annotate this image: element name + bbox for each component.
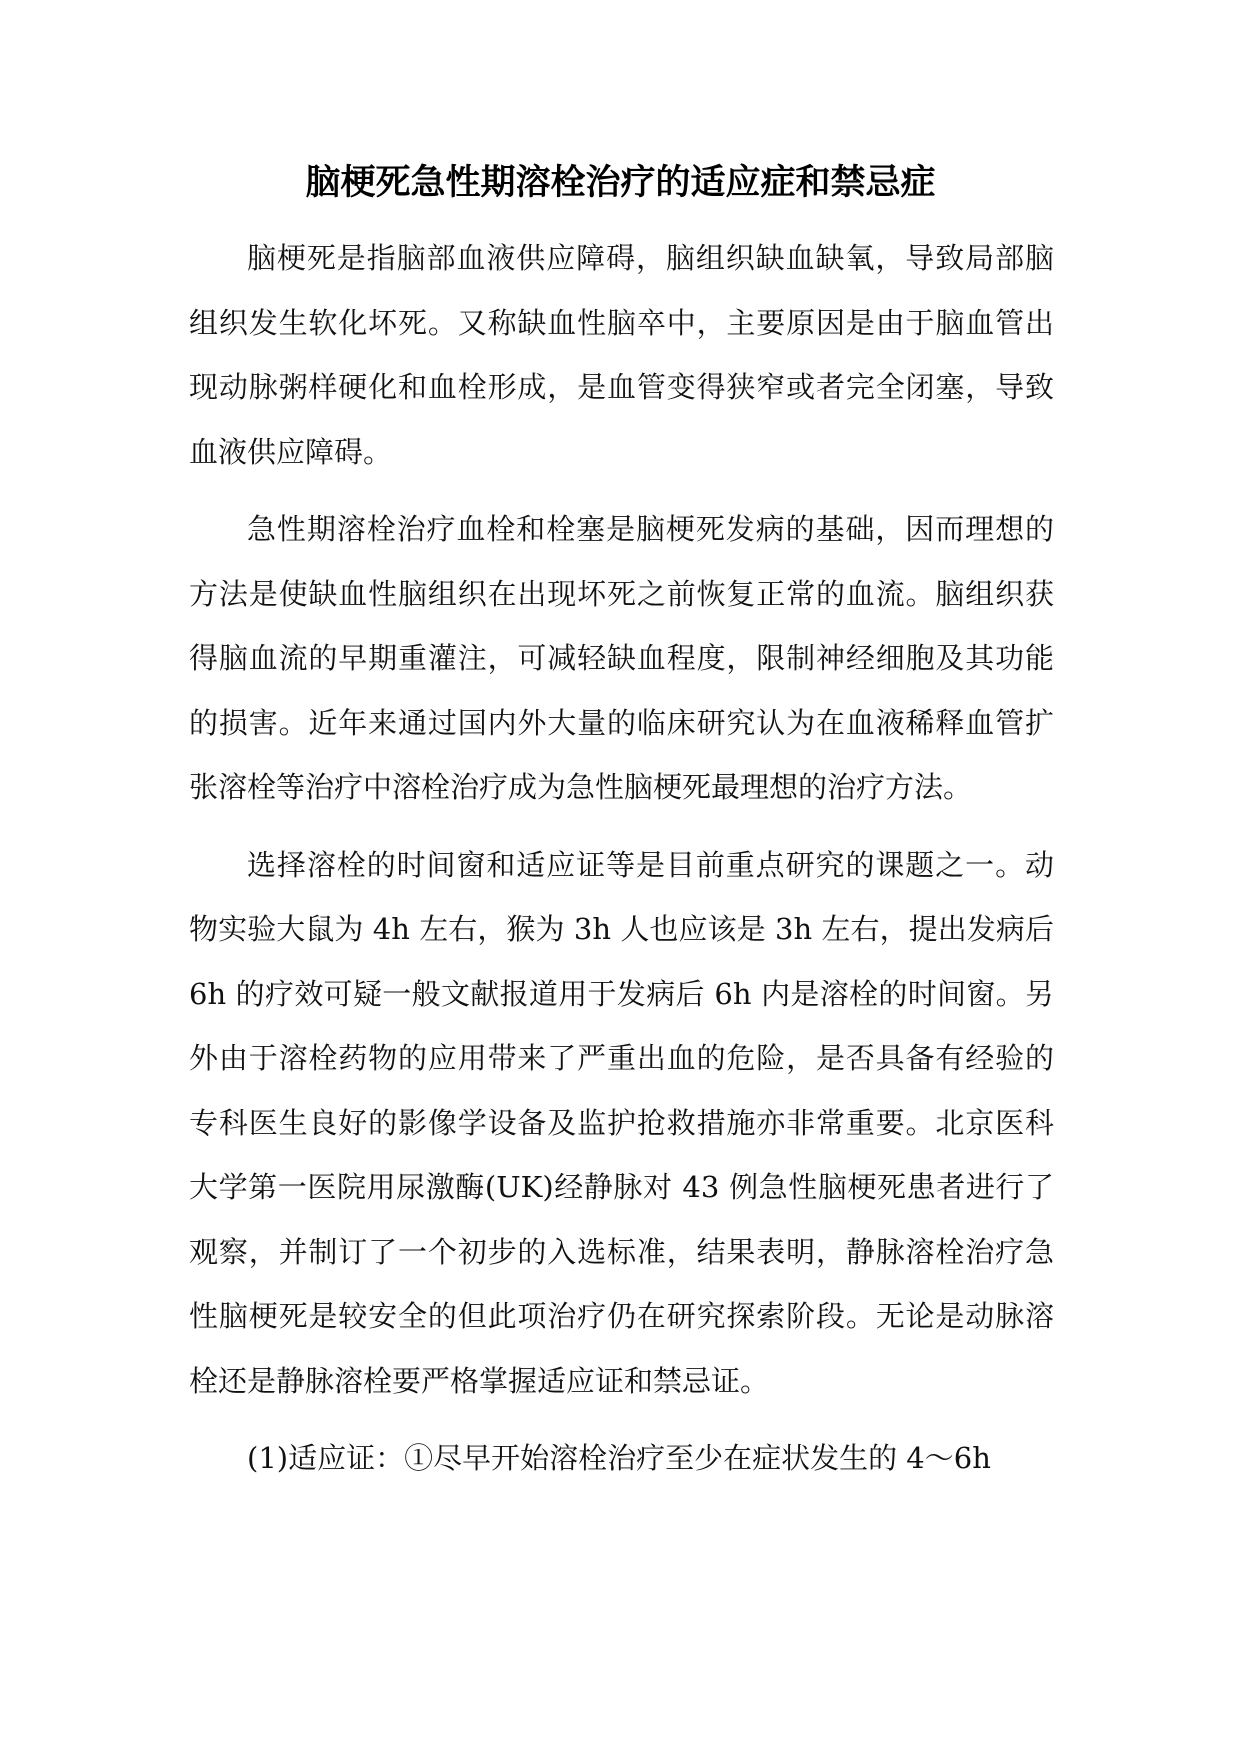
paragraph-definition: 脑梗死是指脑部血液供应障碍，脑组织缺血缺氧，导致局部脑组织发生软化坏死。又称缺血性脑卒中，主要原因是由于脑血管出现动脉粥样硬化和血栓形成，是血管变得狭窄或者完全闭塞，导致血液供应障碍。 [189,241,1054,469]
document-body [189,226,1054,1504]
document-title: 脑梗死急性期溶栓治疗的适应症和禁忌症 [305,162,936,203]
paragraph-indications: (1)适应证：①尽早开始溶栓治疗至少在症状发生的 4～6h [247,1441,991,1475]
paragraph-time-window: 选择溶栓的时间窗和适应证等是目前重点研究的课题之一。动物实验大鼠为 4h 左右，猴为 3h 人也应该是 3h 左右，提出发病后 6h 的疗效可疑一般文献报道用于发病后 6h 内是溶栓的时间窗。另外由于溶栓药物的应用带来了严重出血的危险，是否具备有经验的专科医生良好的影像学设备及监护抢救措施亦非常重要。北京医科大学第一医院用尿激酶(UK)经静脉对 43 例急性脑梗死患者进行了观察，并制订了一个初步的入选标准，结果表明，静脉溶栓治疗急性脑梗死是较安全的但此项治疗仍在研究探索阶段。无论是动脉溶栓还是静脉溶栓要严格掌握适应证和禁忌证。 [189,847,1054,1398]
paragraph-acute-thrombolysis: 急性期溶栓治疗血栓和栓塞是脑梗死发病的基础，因而理想的方法是使缺血性脑组织在出现坏死之前恢复正常的血流。脑组织获得脑血流的早期重灌注，可减轻缺血程度，限制神经细胞及其功能的损害。近年来通过国内外大量的临床研究认为在血液稀释血管扩张溶栓等治疗中溶栓治疗成为急性脑梗死最理想的治疗方法。 [189,512,1054,804]
